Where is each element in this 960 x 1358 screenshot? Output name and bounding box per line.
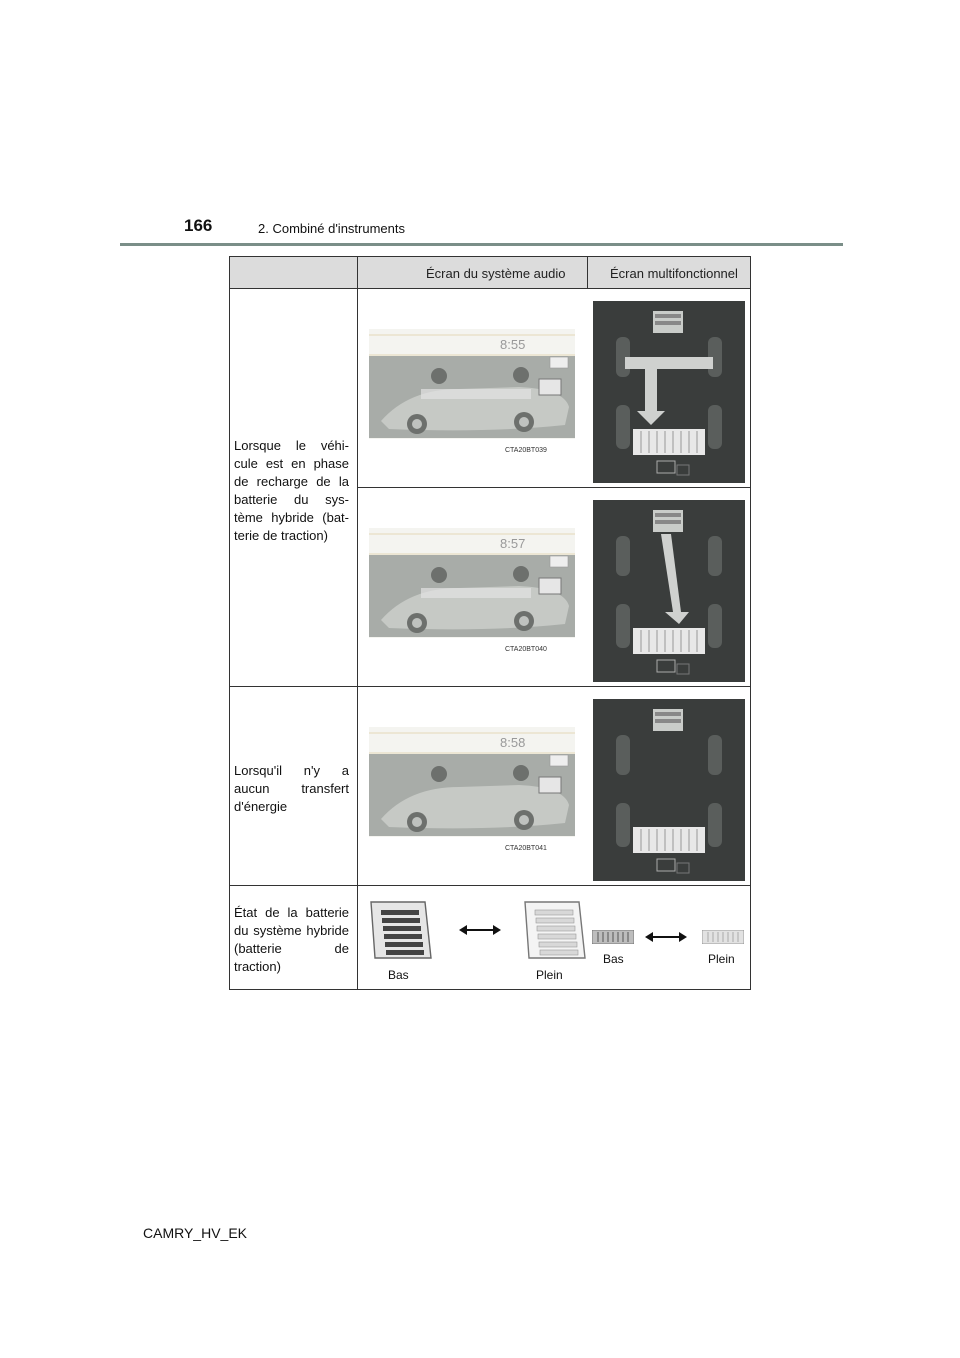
image-code: CTA20BT039	[505, 447, 547, 454]
battery-low-icon	[369, 900, 433, 962]
image-code: CTA20BT040	[505, 646, 547, 653]
audio-screen-charging-2	[369, 528, 575, 653]
battery-full-icon	[523, 900, 587, 962]
header-rule	[120, 243, 843, 246]
energy-monitor-table	[229, 256, 751, 990]
clock-text: 8:57	[500, 536, 526, 551]
image-code: CTA20BT041	[505, 845, 547, 852]
clock-text: 8:58	[500, 735, 526, 750]
page-number: 166	[184, 216, 213, 235]
table-header	[230, 257, 750, 289]
header-multi: Écran multifonctionnel	[610, 266, 738, 281]
row-divider-3	[230, 885, 750, 886]
section-title: 2. Combiné d'instruments	[258, 221, 405, 236]
header-audio: Écran du système audio	[426, 266, 566, 281]
double-arrow-icon	[645, 930, 687, 944]
audio-screen-charging-1	[369, 329, 575, 454]
row-label-battery-state: État de la batterie du système hybride (batterie de traction)	[234, 905, 349, 974]
col-divider-1	[357, 257, 358, 989]
double-arrow-icon	[459, 923, 501, 937]
audio-full-label: Plein	[536, 968, 563, 982]
row-label-charging: Lorsque le véhi-cule est en phase de recharge de la batterie du sys-tème hybride (bat-terie de traction)	[234, 438, 349, 543]
row-divider-2	[230, 686, 750, 687]
clock-text: 8:55	[500, 337, 526, 352]
col-divider-2	[587, 257, 588, 289]
audio-screen-no-transfer	[369, 727, 575, 852]
audio-low-label: Bas	[388, 968, 409, 982]
multi-low-label: Bas	[603, 952, 624, 966]
model-code: CAMRY_HV_EK	[143, 1225, 248, 1241]
multi-screen-charging-1	[593, 301, 745, 483]
row-divider-1a	[357, 487, 750, 488]
multi-battery-low-icon	[592, 930, 634, 944]
row-label-no-transfer: Lorsqu'il n'y a aucun transfert d'énergie	[234, 763, 349, 814]
multi-screen-charging-2	[593, 500, 745, 682]
multi-full-label: Plein	[708, 952, 735, 966]
multi-battery-full-icon	[702, 930, 744, 944]
multi-screen-no-transfer	[593, 699, 745, 881]
